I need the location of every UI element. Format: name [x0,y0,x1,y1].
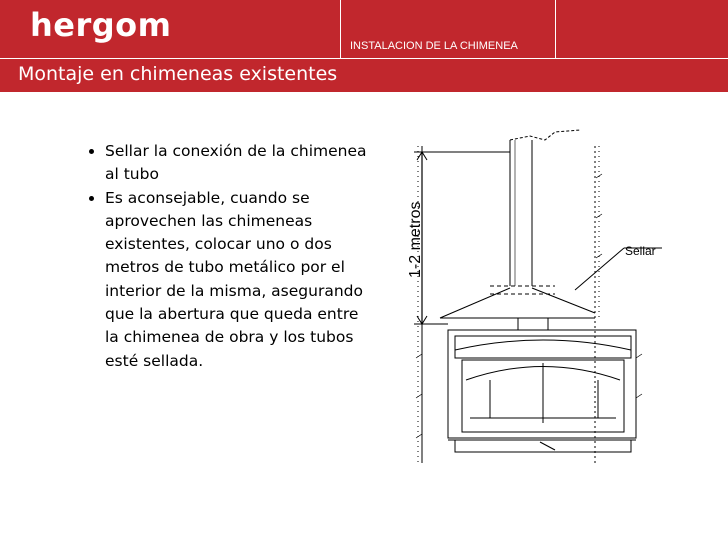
seal-label: Sellar [625,244,656,258]
page-title: Montaje en chimeneas existentes [18,63,338,85]
header-divider [340,0,341,58]
header-divider [555,0,556,58]
height-label: 1-2 metros [407,201,424,278]
header-rule [0,58,728,59]
brand-logo: hergom [30,6,172,44]
bullet-list [70,140,375,373]
header-bar [0,0,728,92]
bullet-item: • Sellar la conexión de la chimenea al tubo [105,140,375,187]
bullet-item: • Es aconsejable, cuando se aprovechen las chimeneas existentes, colocar uno o dos metros de tubo metálico por el interior de la misma, asegurando que la abertura que queda entre la chimenea de obra y los tubos esté sellada. [105,187,375,373]
chimney-diagram [370,118,670,468]
section-label: INSTALACION DE LA CHIMENEA [350,40,518,52]
